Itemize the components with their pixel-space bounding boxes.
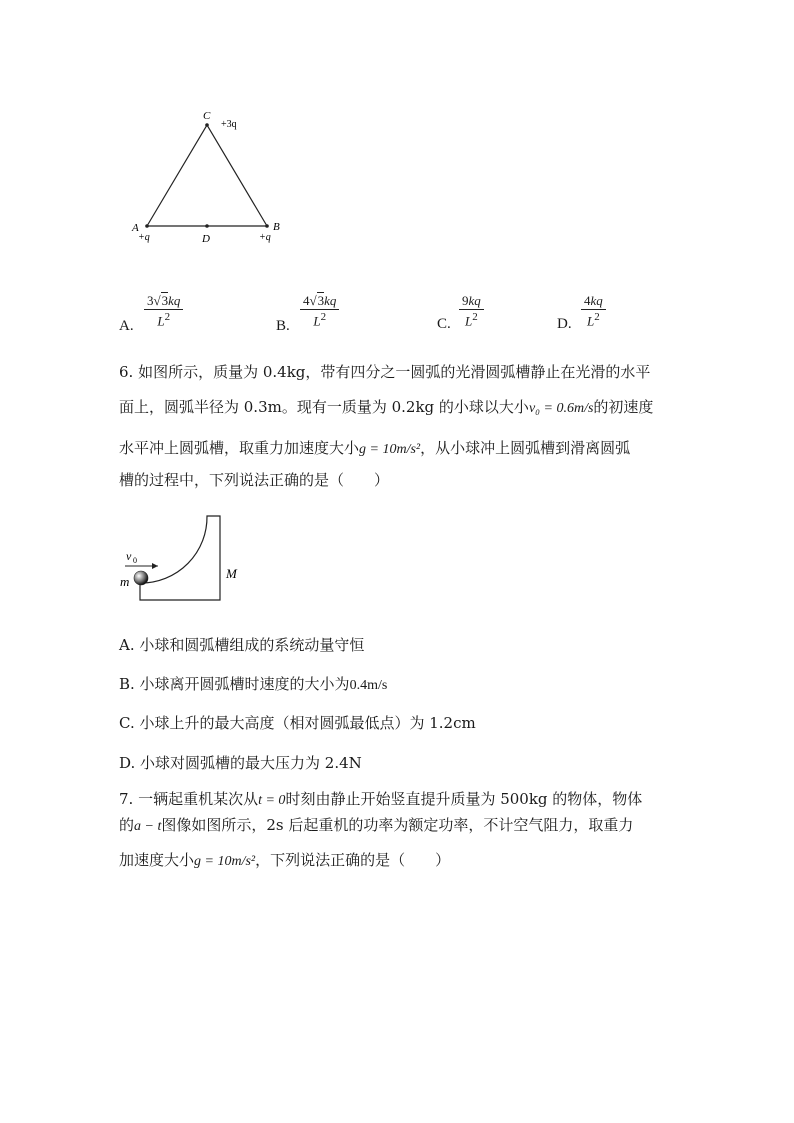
q6-line-4: 槽的过程中，下列说法正确的是（ ） bbox=[119, 471, 390, 489]
label-a: A bbox=[132, 222, 139, 234]
option-d-fraction bbox=[581, 293, 606, 328]
q6-line-1: 6. 如图所示，质量为 0.4kg，带有四分之一圆弧的光滑圆弧槽静止在光滑的水平 bbox=[119, 363, 651, 381]
q7-line-3-a: 加速度大小 bbox=[119, 851, 195, 869]
label-c: C bbox=[203, 110, 211, 122]
q7-line-3-b: ，下列说法正确的是（ ） bbox=[255, 851, 451, 869]
option-b-exp: 2 bbox=[320, 311, 327, 323]
q7-at-formula: a − t bbox=[134, 819, 162, 834]
velocity-arrowhead bbox=[152, 563, 158, 569]
option-a-exp: 2 bbox=[164, 311, 171, 323]
q6-g-formula: g = 10m/s² bbox=[359, 442, 421, 457]
q6-line-3-a: 水平冲上圆弧槽，取重力加速度大小 bbox=[119, 439, 360, 457]
q6-line-2-a: 面上，圆弧半径为 0.3m。现有一质量为 0.2kg 的小球以大小 bbox=[119, 398, 529, 416]
point-b bbox=[265, 224, 269, 228]
triangle-side-cb bbox=[207, 125, 267, 226]
option-b-coef: 4 bbox=[303, 293, 310, 308]
option-c-fraction bbox=[459, 293, 484, 328]
option-c-num: kq bbox=[468, 293, 481, 308]
ball bbox=[134, 571, 148, 585]
q6-line-2 bbox=[119, 397, 653, 419]
q7-line-1 bbox=[119, 789, 642, 811]
label-d: D bbox=[202, 233, 210, 245]
option-d-coef: 4 bbox=[584, 293, 591, 308]
point-a bbox=[145, 224, 149, 228]
option-a-den: L bbox=[157, 313, 165, 329]
option-d-den: L bbox=[587, 313, 595, 329]
point-c bbox=[205, 123, 209, 127]
option-a-fraction: $\frac{3√3kq}{L^2}$ bbox=[144, 293, 183, 328]
option-c-coef: 9 bbox=[462, 293, 469, 308]
label-b: B bbox=[273, 221, 280, 233]
q7-line-2-b: 图像如图所示，2s 后起重机的功率为额定功率，不计空气阻力，取重力 bbox=[161, 816, 634, 834]
q7-line-1-a: 7. 一辆起重机某次从 bbox=[119, 790, 259, 808]
q7-line-3 bbox=[119, 850, 450, 872]
option-c-exp: 2 bbox=[472, 311, 478, 323]
option-d-num: kq bbox=[590, 293, 603, 308]
q6-option-b-text: B. 小球离开圆弧槽时速度的大小为 bbox=[119, 675, 350, 693]
label-v0: v bbox=[126, 549, 132, 563]
option-letter-a: A. bbox=[119, 318, 134, 334]
q7-line-2-a: 的 bbox=[119, 816, 135, 834]
q7-t-formula: t = 0 bbox=[258, 793, 286, 808]
option-b-den: L bbox=[313, 313, 321, 329]
option-letter-b: B. bbox=[276, 318, 290, 334]
q6-option-c: C. 小球上升的最大高度（相对圆弧最低点）为 1.2cm bbox=[119, 714, 476, 732]
option-c-den: L bbox=[465, 313, 473, 329]
groove-figure bbox=[115, 510, 250, 610]
q6-line-3 bbox=[119, 438, 630, 460]
q6-option-b-formula: 0.4m/s bbox=[349, 678, 388, 693]
charge-b: +q bbox=[259, 232, 271, 243]
q6-option-a: A. 小球和圆弧槽组成的系统动量守恒 bbox=[119, 636, 365, 654]
triangle-side-ca bbox=[147, 125, 207, 226]
groove-body bbox=[140, 516, 220, 600]
q7-line-2 bbox=[119, 815, 633, 837]
point-d bbox=[205, 224, 209, 228]
option-letter-c: C. bbox=[437, 316, 451, 332]
option-b-root: 3 bbox=[317, 293, 325, 308]
charge-c: +3q bbox=[221, 119, 237, 130]
option-letter-d: D. bbox=[557, 316, 572, 332]
label-big-m: M bbox=[226, 566, 237, 581]
q7-g-formula: g = 10m/s² bbox=[194, 854, 256, 869]
q7-line-1-b: 时刻由静止开始竖直提升质量为 500kg 的物体，物体 bbox=[285, 790, 643, 808]
option-a-coef: 3 bbox=[147, 293, 154, 308]
label-m: m bbox=[120, 574, 130, 589]
label-v0-sub: 0 bbox=[133, 556, 137, 565]
q6-option-d: D. 小球对圆弧槽的最大压力为 2.4N bbox=[119, 754, 362, 772]
option-b-num: kq bbox=[324, 293, 337, 308]
q6-line-3-b: ，从小球冲上圆弧槽到滑离圆弧 bbox=[420, 439, 631, 457]
option-a-num: kq bbox=[168, 293, 181, 308]
option-d-exp: 2 bbox=[594, 311, 600, 323]
option-b-fraction: $\frac{4√3kq}{L^2}$ bbox=[300, 293, 339, 328]
q6-option-b bbox=[119, 674, 387, 696]
triangle-charge-figure bbox=[120, 105, 300, 250]
q6-line-2-b: 的初速度 bbox=[593, 398, 654, 416]
q6-v0-formula: v₀ = 0.6m/s bbox=[528, 401, 594, 416]
option-a-root: 3 bbox=[161, 293, 169, 308]
charge-a: +q bbox=[138, 232, 150, 243]
